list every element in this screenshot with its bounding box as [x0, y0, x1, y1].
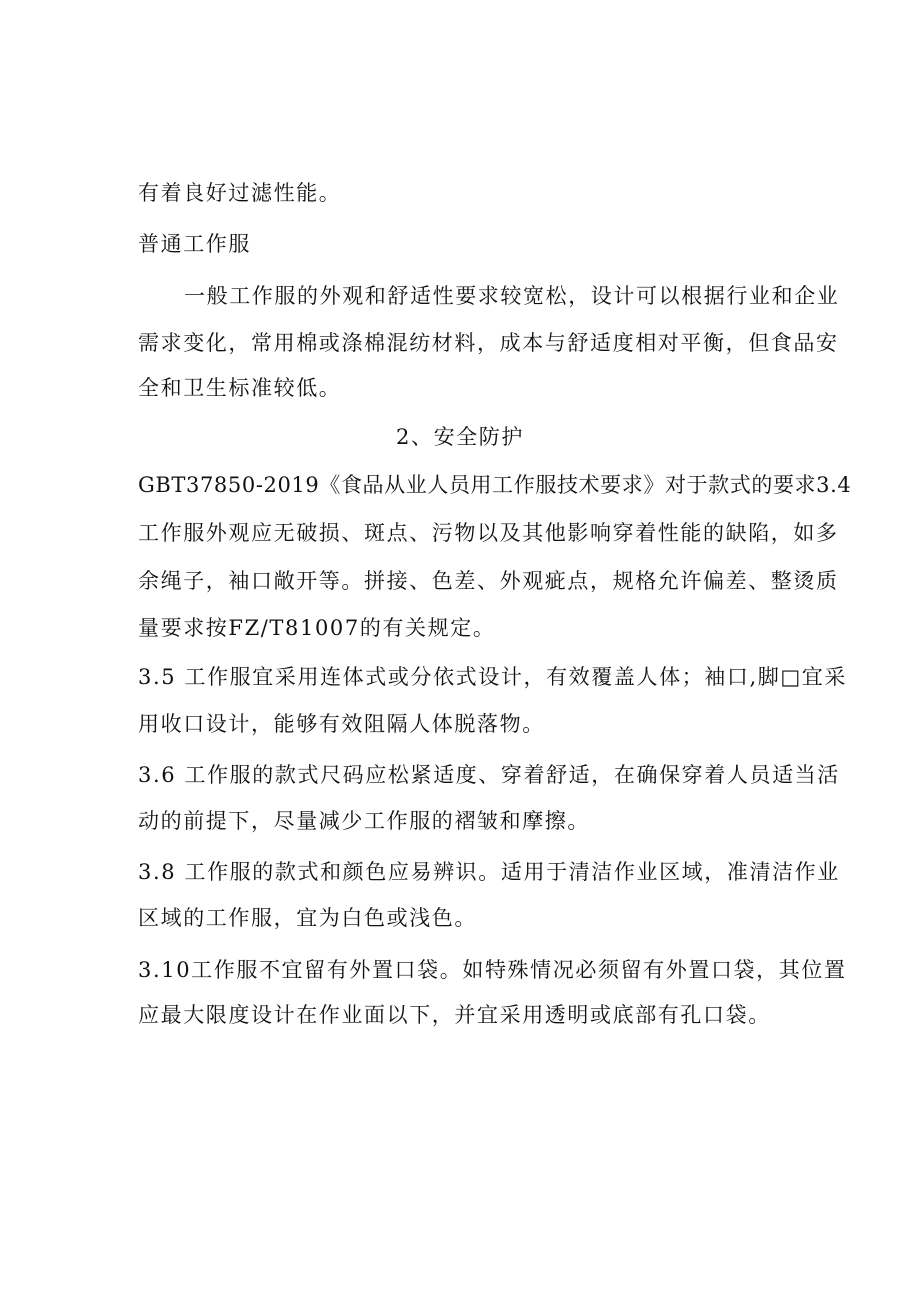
paragraph-line: 用收口设计，能够有效阻隔人体脱落物。 — [138, 712, 545, 736]
clause-3-5: 3.5 工作服宜采用连体式或分依式设计，有效覆盖人体；袖口,脚□宜采 — [138, 665, 847, 689]
paragraph-line: 全和卫生标准较低。 — [138, 376, 342, 400]
paragraph-line: 区域的工作服，宜为白色或浅色。 — [138, 906, 477, 930]
clause-3-10: 3.10工作服不宜留有外置口袋。如特殊情况必须留有外置口袋，其位置 — [138, 958, 847, 982]
paragraph-line: 一般工作服的外观和舒适性要求较宽松，设计可以根据行业和企业 — [184, 284, 840, 308]
paragraph-line: 余绳子，袖口敞开等。拼接、色差、外观疵点，规格允许偏差、整烫质 — [138, 569, 839, 593]
paragraph-line: 需求变化，常用棉或涤棉混纺材料，成本与舒适度相对平衡，但食品安 — [138, 331, 839, 355]
paragraph-line: 工作服外观应无破损、斑点、污物以及其他影响穿着性能的缺陷，如多 — [138, 521, 839, 545]
clause-3-8: 3.8 工作服的款式和颜色应易辨识。适用于清洁作业区域，准清洁作业 — [138, 860, 840, 884]
paragraph-line: 应最大限度设计在作业面以下，并宜采用透明或底部有孔口袋。 — [138, 1003, 771, 1027]
paragraph-line: 有着良好过滤性能。 — [138, 181, 342, 205]
section-heading: 普通工作服 — [138, 232, 251, 256]
paragraph-line: 动的前提下，尽量减少工作服的褶皱和摩擦。 — [138, 809, 590, 833]
paragraph-line: 量要求按FZ/T81007的有关规定。 — [138, 616, 496, 640]
clause-3-6: 3.6 工作服的款式尺码应松紧适度、穿着舒适，在确保穿着人员适当活 — [138, 763, 840, 787]
section-title: 2、安全防护 — [396, 425, 524, 449]
paragraph-line: GBT37850-2019《食品从业人员用工作服技术要求》对于款式的要求3.4 — [138, 473, 852, 497]
